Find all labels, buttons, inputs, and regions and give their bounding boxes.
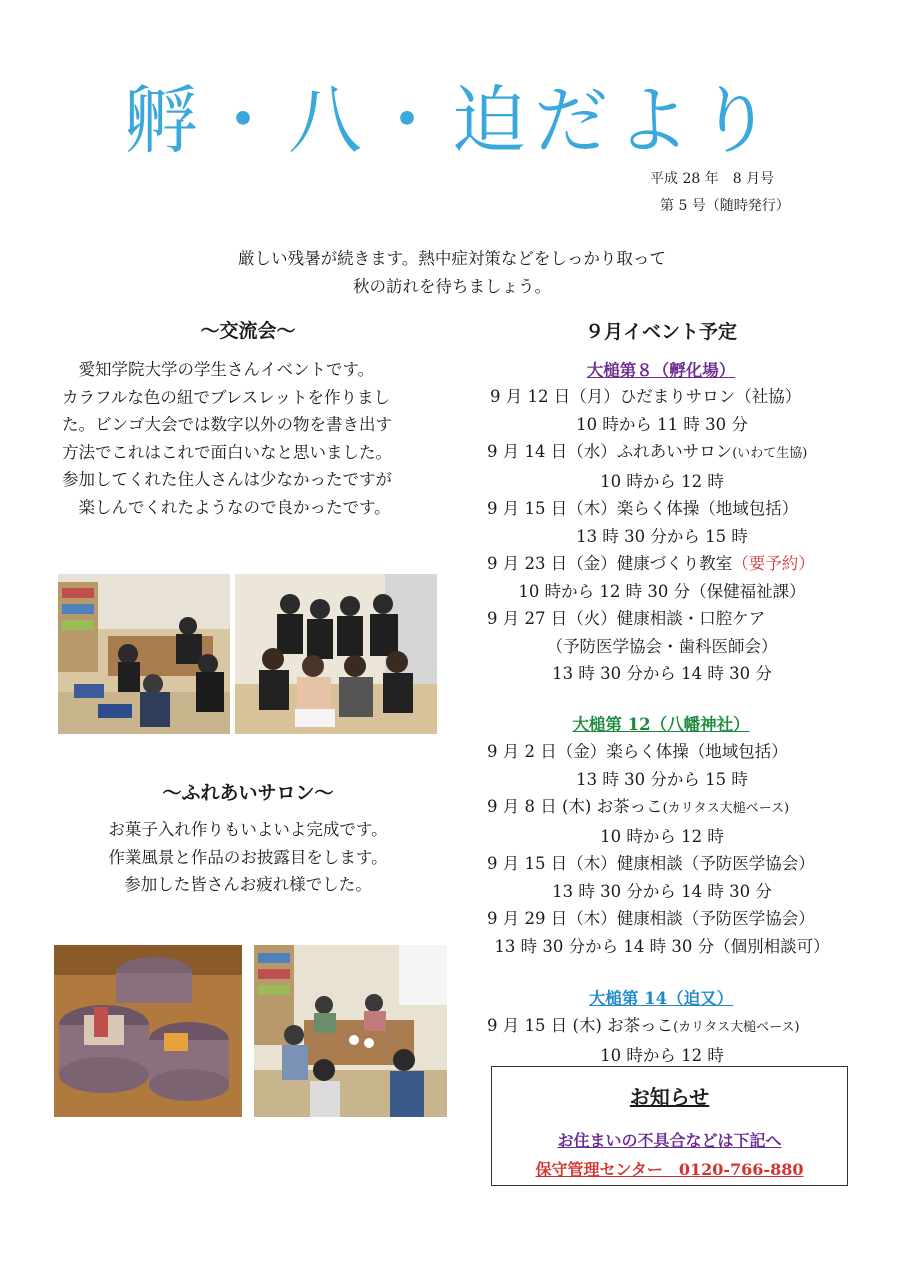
event-time: 13 時 30 分から 15 時 <box>576 526 748 546</box>
reservation-required-note: （要予約） <box>732 554 815 573</box>
event-time: 13 時 30 分から 15 時 <box>576 769 748 789</box>
event-line <box>470 1012 854 1042</box>
issue-number: 第 5 号（随時発行） <box>660 198 790 214</box>
photo-bracelet-workshop <box>58 574 230 734</box>
salon-line: 参加した皆さんお疲れ様でした。 <box>124 875 372 894</box>
event-time: 13 時 30 分から 14 時 30 分（個別相談可） <box>494 936 830 956</box>
event-line-note: (カリタス大槌ベース) <box>673 1020 800 1035</box>
event-line <box>470 550 854 578</box>
event-time: 10 時から 12 時 <box>600 826 724 846</box>
event-line-main: 9 月 23 日（金）健康づくり教室 <box>487 554 733 573</box>
section-title-otsuchi-14: 大槌第 14（迫又） <box>588 989 734 1008</box>
koryukai-heading: ～交流会～ <box>200 320 296 342</box>
events-heading: ９月イベント予定 <box>584 321 737 343</box>
maintenance-center-phone: 保守管理センター 0120-766-880 <box>535 1160 804 1179</box>
photo-salon-room <box>254 945 447 1117</box>
event-organizer: （予防医学協会・歯科医師会） <box>546 636 778 656</box>
photo-baskets <box>54 945 242 1117</box>
event-line-note: (カリタス大槌ベース) <box>662 801 790 816</box>
event-line: 9 月 2 日（金）楽らく体操（地域包括） <box>487 742 788 761</box>
event-line: 9 月 29 日（木）健康相談（予防医学協会） <box>487 909 815 928</box>
event-time: 13 時 30 分から 14 時 30 分 <box>552 881 772 901</box>
section-title-otsuchi-8: 大槌第８（孵化場） <box>586 361 736 380</box>
koryukai-line: 楽しんでくれたようなので良かったです。 <box>62 497 391 517</box>
event-line-note: (いわて生協) <box>732 446 808 461</box>
notice-box <box>491 1066 848 1186</box>
event-line: 9 月 12 日（月）ひだまりサロン（社協） <box>490 387 802 406</box>
event-line-main: 9 月 15 日 (木) お茶っこ <box>487 1016 674 1035</box>
intro-line-1: 厳しい残暑が続きます。熱中症対策などをしっかり取って <box>238 249 666 268</box>
event-time: 10 時から 11 時 30 分 <box>576 414 748 434</box>
event-time: 10 時から 12 時 <box>600 471 724 491</box>
salon-heading: ～ふれあいサロン～ <box>162 782 334 804</box>
section-events-otsuchi-12 <box>470 738 854 960</box>
event-line: 9 月 27 日（火）健康相談・口腔ケア <box>487 609 766 628</box>
koryukai-line: カラフルな色の紐でブレスレットを作りまし <box>62 387 391 407</box>
section-events-otsuchi-8 <box>470 383 854 688</box>
salon-line: 作業風景と作品のお披露目をします。 <box>108 847 388 867</box>
koryukai-line: 方法でこれはこれで面白いなと思いました。 <box>62 442 392 462</box>
event-line: 9 月 15 日（木）楽らく体操（地域包括） <box>487 499 799 518</box>
event-time: 10 時から 12 時 30 分（保健福祉課） <box>518 581 806 601</box>
newsletter-title: 孵・八・迫だより <box>124 78 780 164</box>
salon-line: お菓子入れ作りもいよいよ完成です。 <box>108 820 388 839</box>
photo-group <box>235 574 437 734</box>
event-line-main: 9 月 8 日 (木) お茶っこ <box>487 797 663 816</box>
koryukai-line: 参加してくれた住人さんは少なかったですが <box>62 470 392 489</box>
event-line <box>470 793 854 823</box>
section-title-otsuchi-12: 大槌第 12（八幡神社） <box>572 715 750 734</box>
koryukai-text <box>62 356 452 521</box>
koryukai-line: た。ビンゴ大会では数字以外の物を書き出す <box>62 415 392 434</box>
notice-title: お知らせ <box>629 1085 710 1109</box>
event-line <box>470 438 854 468</box>
notice-text: お住まいの不具合などは下記へ <box>557 1131 782 1150</box>
koryukai-line: 愛知学院大学の学生さんイベントです。 <box>62 360 375 379</box>
issue-date: 平成 28 年 8 月号 <box>650 171 775 187</box>
intro-line-2: 秋の訪れを待ちましょう。 <box>353 277 551 296</box>
event-time: 13 時 30 分から 14 時 30 分 <box>552 664 772 683</box>
event-line: 9 月 15 日（木）健康相談（予防医学協会） <box>487 854 815 873</box>
event-line-main: 9 月 14 日（水）ふれあいサロン <box>487 442 733 461</box>
section-events-otsuchi-14 <box>470 1012 854 1069</box>
salon-text <box>38 816 458 899</box>
event-time: 10 時から 12 時 <box>600 1045 724 1065</box>
